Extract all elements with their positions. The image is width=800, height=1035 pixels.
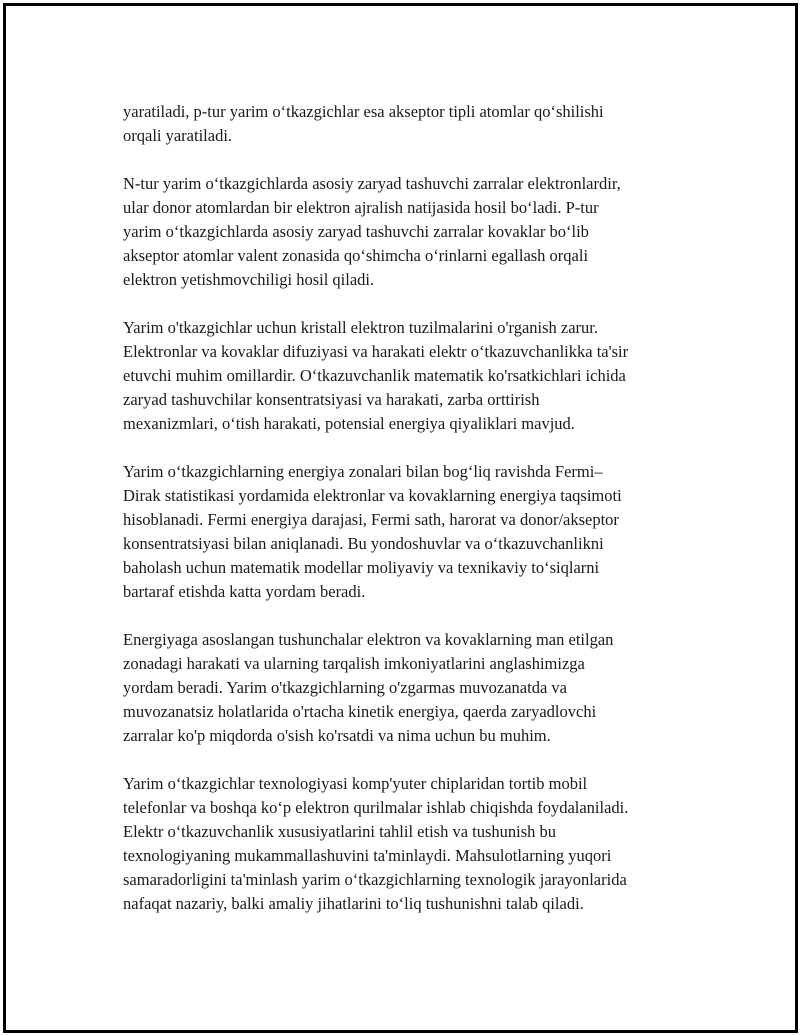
text-line: yaratiladi, p-tur yarim o‘tkazgichlar esa akseptor tipli atomlar qo‘shilishi (123, 102, 604, 121)
paragraph-5 (123, 628, 703, 748)
text-line: nafaqat nazariy, balki amaliy jihatlarini to‘liq tushunishni talab qiladi. (123, 894, 584, 913)
text-line: konsentratsiyasi bilan aniqlanadi. Bu yondoshuvlar va o‘tkazuvchanlikni (123, 534, 604, 553)
text-line: ular donor atomlardan bir elektron ajralish natijasida hosil bo‘ladi. P-tur (123, 198, 599, 217)
text-line: Elektronlar va kovaklar difuziyasi va harakati elektr o‘tkazuvchanlikka ta'sir (123, 342, 629, 361)
text-line: orqali yaratiladi. (123, 126, 233, 145)
text-line: zaryad tashuvchilar konsentratsiyasi va harakati, zarba orttirish (123, 390, 540, 409)
text-line: yarim o‘tkazgichlarda asosiy zaryad tashuvchi zarralar kovaklar bo‘lib (123, 222, 589, 241)
text-line: muvozanatsiz holatlarida o'rtacha kinetik energiya, qaerda zaryadlovchi (123, 702, 597, 721)
text-line: Energiyaga asoslangan tushunchalar elektron va kovaklarning man etilgan (123, 630, 614, 649)
text-line: texnologiyaning mukammallashuvini ta'minlaydi. Mahsulotlarning yuqori (123, 846, 612, 865)
text-line: N-tur yarim o‘tkazgichlarda asosiy zaryad tashuvchi zarralar elektronlardir, (123, 174, 621, 193)
text-line: elektron yetishmovchiligi hosil qiladi. (123, 270, 375, 289)
text-line: samaradorligini ta'minlash yarim o‘tkazgichlarning texnologik jarayonlarida (123, 870, 627, 889)
text-line: Yarim o‘tkazgichlar texnologiyasi komp'yuter chiplaridan tortib mobil (123, 774, 588, 793)
page-frame (3, 3, 798, 1033)
paragraph-4 (123, 460, 703, 604)
document-body (123, 100, 703, 940)
paragraph-6 (123, 772, 703, 916)
text-line: bartaraf etishda katta yordam beradi. (123, 582, 366, 601)
text-line: telefonlar va boshqa ko‘p elektron qurilmalar ishlab chiqishda foydalaniladi. (123, 798, 629, 817)
paragraph-2 (123, 172, 703, 292)
text-line: zonadagi harakati va ularning tarqalish imkoniyatlarini anglashimizga (123, 654, 585, 673)
text-line: Yarim o'tkazgichlar uchun kristall elektron tuzilmalarini o'rganish zarur. (123, 318, 599, 337)
paragraph-1 (123, 100, 703, 148)
text-line: Elektr o‘tkazuvchanlik xususiyatlarini tahlil etish va tushunish bu (123, 822, 557, 841)
text-line: etuvchi muhim omillardir. O‘tkazuvchanlik matematik ko'rsatkichlari ichida (123, 366, 626, 385)
text-line: Dirak statistikasi yordamida elektronlar va kovaklarning energiya taqsimoti (123, 486, 622, 505)
text-line: hisoblanadi. Fermi energiya darajasi, Fermi sath, harorat va donor/akseptor (123, 510, 619, 529)
text-line: yordam beradi. Yarim o'tkazgichlarning o'zgarmas muvozanatda va (123, 678, 567, 697)
paragraph-3 (123, 316, 703, 436)
text-line: mexanizmlari, o‘tish harakati, potensial energiya qiyaliklari mavjud. (123, 414, 575, 433)
text-line: Yarim o‘tkazgichlarning energiya zonalari bilan bog‘liq ravishda Fermi– (123, 462, 603, 481)
text-line: baholash uchun matematik modellar moliyaviy va texnikaviy to‘siqlarni (123, 558, 600, 577)
text-line: akseptor atomlar valent zonasida qo‘shimcha o‘rinlarni egallash orqali (123, 246, 589, 265)
text-line: zarralar ko'p miqdorda o'sish ko'rsatdi va nima uchun bu muhim. (123, 726, 551, 745)
